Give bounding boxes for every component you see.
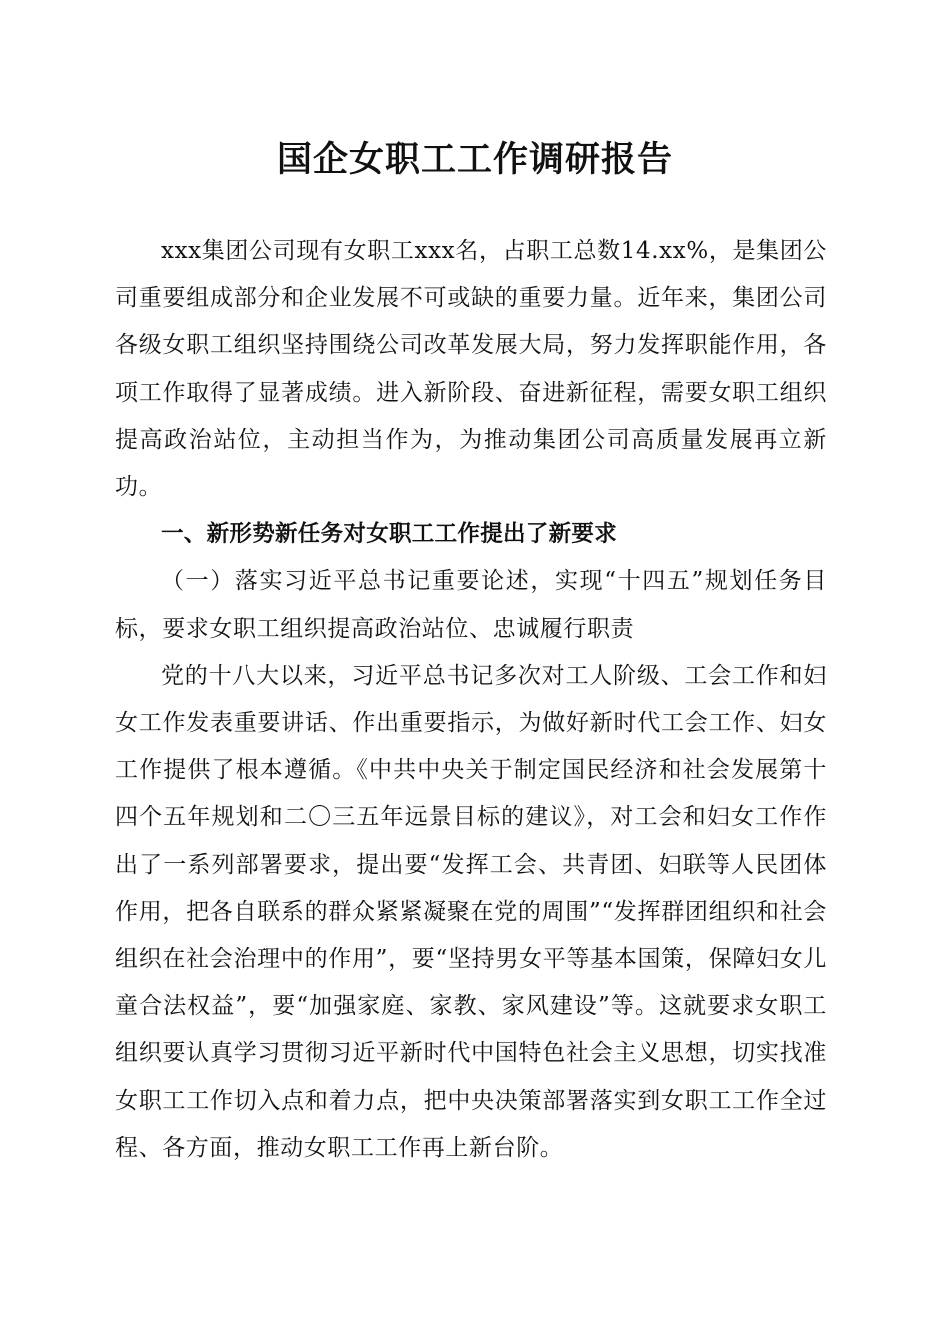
document-body — [115, 228, 827, 1172]
document-title: 国企女职工工作调研报告 — [276, 139, 673, 180]
intro-paragraph: xxx集团公司现有女职工xxx名，占职工总数14.xx%，是集团公司重要组成部分和企业发展不可或缺的重要力量。近年来，集团公司各级女职工组织坚持围绕公司改革发展大局，努力发挥职能作用，各项工作取得了显著成绩。进入新阶段、奋进新征程，需要女职工组织提高政治站位，主动担当作为，为推动集团公司高质量发展再立新功。 — [115, 238, 827, 501]
subsection-heading: （一）落实习近平总书记重要论述，实现“十四五”规划任务目标，要求女职工组织提高政治站位、忠诚履行职责 — [115, 568, 827, 642]
subsection-paragraph: 党的十八大以来，习近平总书记多次对工人阶级、工会工作和妇女工作发表重要讲话、作出重要指示，为做好新时代工会工作、妇女工作提供了根本遵循。《中共中央关于制定国民经济和社会发展第十四个五年规划和二〇三五年远景目标的建议》，对工会和妇女工作作出了一系列部署要求，提出要“发挥工会、共青团、妇联等人民团体作用，把各自联系的群众紧紧凝聚在党的周围”“发挥群团组织和社会组织在社会治理中的作用”，要“坚持男女平等基本国策，保障妇女儿童合法权益”，要“加强家庭、家教、家风建设”等。这就要求女职工组织要认真学习贯彻习近平新时代中国特色社会主义思想，切实找准女职工工作切入点和着力点，把中央决策部署落实到女职工工作全过程、各方面，推动女职工工作再上新台阶。 — [115, 662, 827, 1161]
section-heading: 一、新形势新任务对女职工工作提出了新要求 — [161, 521, 618, 548]
